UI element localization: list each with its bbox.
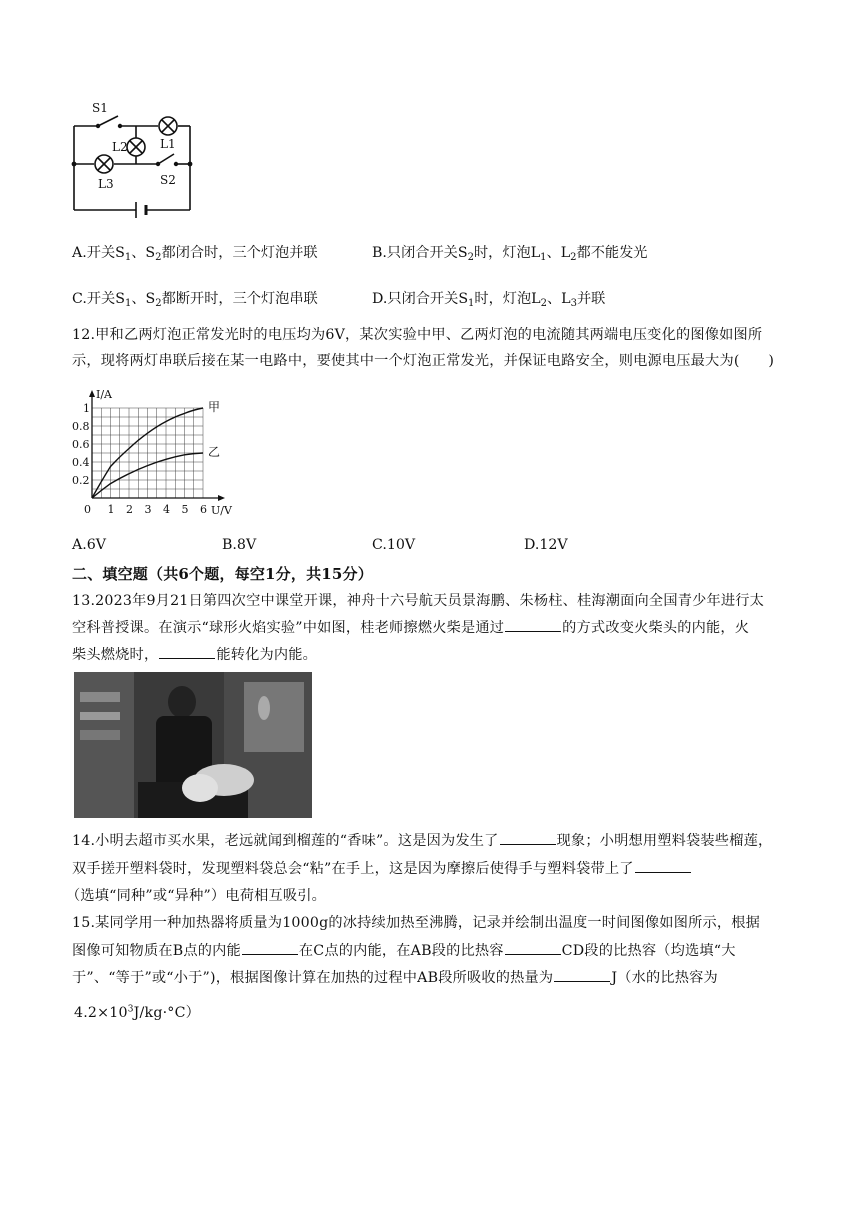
x-axis-arrow bbox=[218, 495, 225, 501]
option-text: 都断开时，三个灯泡串联 bbox=[161, 291, 318, 307]
text: 4.2×10 bbox=[74, 1005, 128, 1021]
q11-option-b[interactable]: B.只闭合开关$S_2$时，灯泡$L_1$、$L_2$都不能发光 bbox=[372, 245, 648, 263]
label-l2: L2 bbox=[112, 140, 128, 154]
text: CD段的比热容（均选填“大 bbox=[561, 943, 736, 959]
q15-line4 bbox=[74, 1002, 200, 1022]
answer-blank[interactable] bbox=[242, 942, 298, 955]
option-text: 时，灯泡L bbox=[474, 291, 541, 307]
option-text: B.只闭合开关S bbox=[372, 245, 468, 261]
text: 于”、“等于”或“小于”)，根据图像计算在加热的过程中AB段所吸收的热量为 bbox=[72, 970, 554, 986]
text: 在C点的内能，在AB段的比热容 bbox=[298, 943, 504, 959]
x-tick-label: 6 bbox=[200, 503, 207, 516]
x-tick-label: 5 bbox=[181, 503, 189, 516]
circuit-diagram bbox=[62, 96, 212, 220]
option-text: 、S bbox=[131, 291, 156, 307]
x-tick-label: 3 bbox=[144, 503, 152, 516]
text: J/kg·°C） bbox=[133, 1005, 201, 1021]
text: 双手搓开塑料袋时，发现塑料袋总会“粘”在手上，这是因为摩擦后使得手与塑料袋带上了 bbox=[72, 861, 634, 877]
q13-line1: 13.2023年9月21日第四次空中课堂开课，神舟十六号航天员景海鹏、朱杨柱、桂海潮面向全国青少年进行太 bbox=[72, 593, 765, 609]
x-tick-label: 2 bbox=[126, 503, 133, 516]
y-tick-label: 0.4 bbox=[72, 456, 90, 469]
label-s2: S2 bbox=[160, 173, 176, 187]
option-text: 、L bbox=[546, 291, 571, 307]
option-text: 都不能发光 bbox=[576, 245, 648, 261]
answer-blank[interactable] bbox=[500, 832, 556, 845]
answer-blank[interactable] bbox=[159, 646, 215, 659]
q13-line3 bbox=[72, 644, 317, 664]
q12-stem-line1: 12.甲和乙两灯泡正常发光时的电压均为6V，某次实验中甲、乙两灯泡的电流随其两端电压变化的图像如图所 bbox=[72, 327, 763, 343]
text: 14.小明去超市买水果，老远就闻到榴莲的“香味”。这是因为发生了 bbox=[72, 833, 499, 849]
q11-option-a[interactable]: A.开关$S_1$、$S_2$都闭合时，三个灯泡并联 bbox=[72, 245, 318, 263]
q11-option-d[interactable]: D.只闭合开关$S_1$时，灯泡$L_2$、$L_3$并联 bbox=[372, 291, 606, 309]
answer-blank[interactable] bbox=[505, 619, 561, 632]
text: J（水的比热容为 bbox=[611, 970, 718, 986]
q12-option-d[interactable]: D.12V bbox=[524, 537, 568, 553]
q11-option-c[interactable]: C.开关$S_1$、$S_2$都断开时，三个灯泡串联 bbox=[72, 291, 318, 309]
label-s1: S1 bbox=[92, 101, 108, 115]
option-text: 时，灯泡L bbox=[473, 245, 541, 261]
exponent: 3 bbox=[127, 1004, 134, 1015]
q13-line2 bbox=[72, 617, 749, 637]
answer-blank[interactable] bbox=[505, 942, 561, 955]
q14-line3: （选填“同种”或“异种”）电荷相互吸引。 bbox=[66, 888, 327, 904]
answer-blank[interactable] bbox=[635, 860, 691, 873]
text: 的方式改变火柴头的内能，火 bbox=[562, 620, 750, 636]
q15-line3 bbox=[72, 967, 718, 987]
option-text: D.只闭合开关S bbox=[372, 291, 469, 307]
astronaut-photo bbox=[74, 672, 312, 818]
y-tick-label: 0.8 bbox=[72, 420, 90, 433]
y-tick-label: 0.2 bbox=[72, 474, 90, 487]
x-tick-label: 1 bbox=[107, 503, 115, 516]
text: 柴头燃烧时， bbox=[72, 647, 159, 663]
option-text: 并联 bbox=[576, 291, 606, 307]
text: 能转化为内能。 bbox=[216, 647, 318, 663]
section-heading: 二、填空题（共6个题，每空1分，共15分） bbox=[72, 565, 373, 583]
text: 空科普授课。在演示“球形火焰实验”中如图，桂老师擦燃火柴是通过 bbox=[72, 620, 505, 636]
q15-line2 bbox=[72, 940, 736, 960]
label-l1: L1 bbox=[160, 137, 176, 151]
y-tick-label: 0.6 bbox=[72, 438, 90, 451]
x-axis-label: U/V bbox=[211, 504, 232, 517]
iv-chart bbox=[66, 384, 246, 524]
text: 现象；小明想用塑料袋装些榴莲， bbox=[556, 833, 773, 849]
q12-option-c[interactable]: C.10V bbox=[372, 537, 416, 553]
option-text: 、S bbox=[131, 245, 156, 261]
x-tick-label: 0 bbox=[84, 503, 91, 516]
y-axis-arrow bbox=[89, 390, 95, 397]
x-tick-label: 4 bbox=[163, 503, 170, 516]
q12-option-b[interactable]: B.8V bbox=[222, 537, 257, 553]
option-text: C.开关S bbox=[72, 291, 125, 307]
option-text: A.开关S bbox=[72, 245, 125, 261]
option-text: 、L bbox=[546, 245, 571, 261]
q12-option-a[interactable]: A.6V bbox=[72, 537, 107, 553]
answer-blank[interactable] bbox=[554, 969, 610, 982]
text: 图像可知物质在B点的内能 bbox=[72, 943, 241, 959]
y-axis-label: I/A bbox=[96, 388, 112, 401]
series-label: 乙 bbox=[208, 445, 221, 459]
series-label: 甲 bbox=[208, 400, 221, 414]
q14-line2 bbox=[72, 858, 692, 878]
label-l3: L3 bbox=[98, 177, 114, 191]
q15-line1: 15.某同学用一种加热器将质量为1000g的冰持续加热至沸腾，记录并绘制出温度一时间图像如图所示，根据 bbox=[72, 915, 761, 931]
q12-stem-line2: 示，现将两灯串联后接在某一电路中，要使其中一个灯泡正常发光，并保证电路安全，则电源电压最大为( ) bbox=[72, 353, 775, 369]
option-text: 都闭合时，三个灯泡并联 bbox=[161, 245, 318, 261]
y-tick-label: 1 bbox=[83, 402, 90, 415]
q14-line1 bbox=[72, 830, 772, 850]
